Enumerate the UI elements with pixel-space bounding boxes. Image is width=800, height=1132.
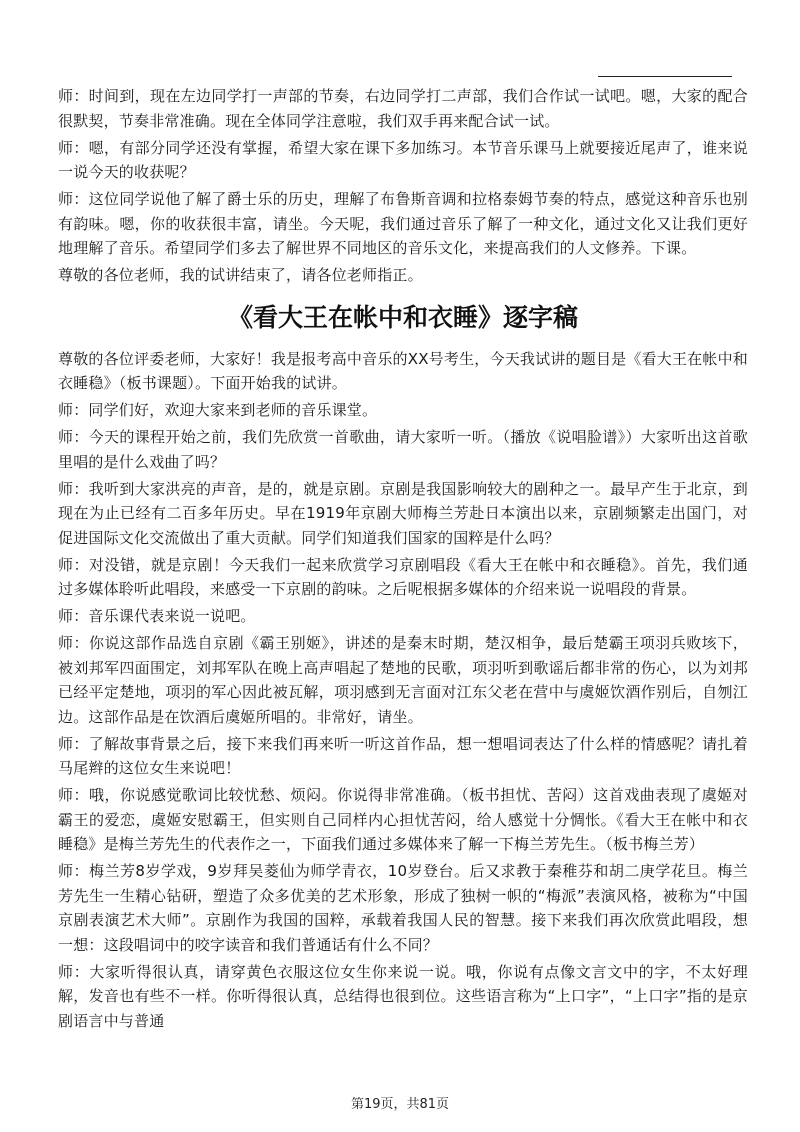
paragraph: 师：时间到，现在左边同学打一声部的节奏，右边同学打二声部，我们合作试一试吧。嗯，大家的配合很默契，节奏非常准确。现在全体同学注意啦，我们双手再来配合试一试。: [58, 87, 748, 130]
header-rule: [598, 76, 732, 77]
transcript-section: [58, 347, 748, 1034]
paragraph: 师：哦，你说感觉歌词比较忧愁、烦闷。你说得非常准确。（板书担忧、苦闷）这首戏曲表现了虞姬对霸王的爱恋，虞姬安慰霸王，但实则自己同样内心担忧苦闷，给人感觉十分惆怅。《看大王在帐中和衣睡稳》是梅兰芳先生的代表作之一，下面我们通过多媒体来了解一下梅兰芳先生。（板书梅兰芳）: [58, 786, 748, 853]
paragraph: 师：今天的课程开始之前，我们先欣赏一首歌曲，请大家听一听。（播放《说唱脸谱》）大家听出这首歌里唱的是什么戏曲了吗？: [58, 428, 748, 471]
paragraph: 师：梅兰芳8岁学戏，9岁拜吴菱仙为师学青衣，10岁登台。后又求教于秦稚芬和胡二庚学花旦。梅兰芳先生一生精心钻研，塑造了众多优美的艺术形象，形成了独树一帜的“梅派”表演风格，被称为“中国京剧表演艺术大师”。京剧作为我国的国粹，承载着我国人民的智慧。接下来我们再次欣赏此唱段，想一想：这段唱词中的咬字读音和我们普通话有什么不同？: [58, 862, 748, 954]
section-title: 《看大王在帐中和衣睡》逐字稿: [227, 302, 578, 332]
paragraph: 师：音乐课代表来说一说吧。: [58, 607, 256, 625]
paragraph: 师：这位同学说他了解了爵士乐的历史，理解了布鲁斯音调和拉格泰姆节奏的特点，感觉这种音乐也别有韵味。嗯，你的收获很丰富，请坐。今天呢，我们通过音乐了解了一种文化，通过文化又让我们更好地理解了音乐。希望同学们多去了解世界不同地区的音乐文化，来提高我们的人文修养。下课。: [58, 190, 748, 257]
paragraph: 师：了解故事背景之后，接下来我们再来听一听这首作品，想一想唱词表达了什么样的情感呢？请扎着马尾辫的这位女生来说吧！: [58, 734, 748, 777]
paragraph: 尊敬的各位评委老师，大家好！我是报考高中音乐的XX号考生，今天我试讲的题目是《看大王在帐中和衣睡稳》（板书课题）。下面开始我的试讲。: [58, 349, 748, 392]
top-section: [58, 84, 748, 288]
paragraph: 师：同学们好，欢迎大家来到老师的音乐课堂。: [58, 401, 378, 419]
paragraph: 师：对没错，就是京剧！今天我们一起来欣赏学习京剧唱段《看大王在帐中和衣睡稳》。首先，我们通过多媒体聆听此唱段，来感受一下京剧的韵味。之后呢根据多媒体的介绍来说一说唱段的背景。: [58, 555, 748, 598]
paragraph: 师：我听到大家洪亮的声音，是的，就是京剧。京剧是我国影响较大的剧种之一。最早产生于北京，到现在为止已经有二百多年历史。早在1919年京剧大师梅兰芳赴日本演出以来，京剧频繁走出国门，对促进国际文化交流做出了重大贡献。同学们知道我们国家的国粹是什么吗？: [58, 479, 748, 547]
paragraph: 师：嗯，有部分同学还没有掌握，希望大家在课下多加练习。本节音乐课马上就要接近尾声了，谁来说一说今天的收获呢？: [58, 138, 748, 181]
paragraph: 尊敬的各位老师，我的试讲结束了，请各位老师指正。: [58, 266, 423, 284]
document-body: [58, 84, 748, 1036]
page-number: 第19页，共81页: [350, 1097, 450, 1112]
paragraph: 师：大家听得很认真，请穿黄色衣服这位女生你来说一说。哦，你说有点像文言文中的字，不太好理解，发音也有些不一样。你听得很认真，总结得也很到位。这些语言称为“上口字”，“上口字”指的是京剧语言中与普通: [58, 962, 748, 1030]
paragraph: 师：你说这部作品选自京剧《霸王别姬》，讲述的是秦末时期，楚汉相争，最后楚霸王项羽兵败垓下，被刘邦军四面围定，刘邦军队在晚上高声唱起了楚地的民歌，项羽听到歌谣后都非常的伤心，以为刘邦已经平定楚地，项羽的军心因此被瓦解，项羽感到无言面对江东父老在营中与虞姬饮酒作别后，自刎江边。这部作品是在饮酒后虞姬所唱的。非常好，请坐。: [58, 634, 748, 726]
